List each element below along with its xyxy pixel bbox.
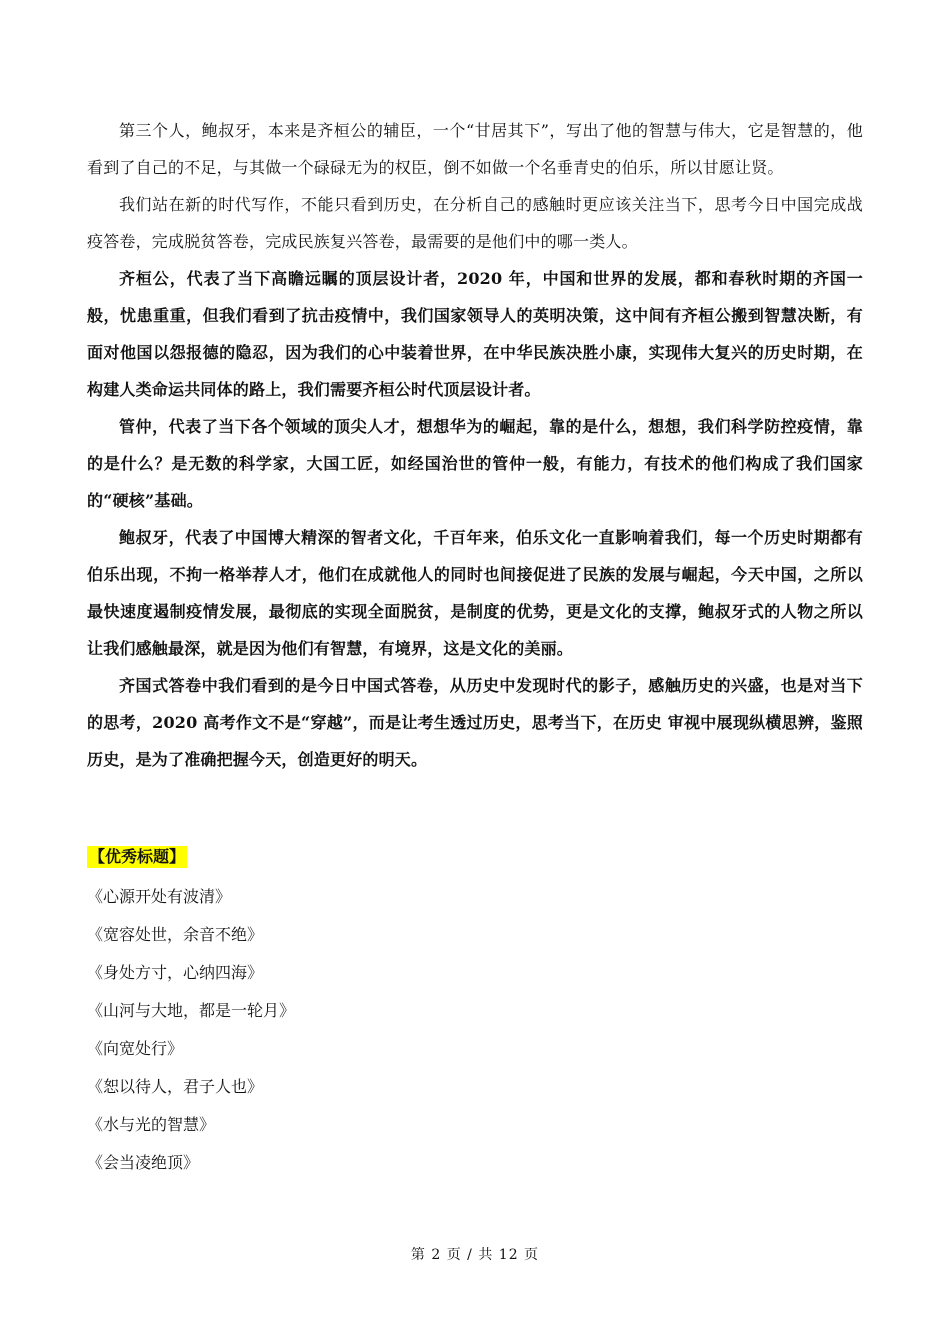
list-item: 《水与光的智慧》 bbox=[87, 1115, 216, 1134]
list-item: 《会当凌绝顶》 bbox=[87, 1153, 200, 1172]
paragraph: 齐国式答卷中我们看到的是今日中国式答卷，从历史中发现时代的影子，感触历史的兴盛，也是对当下的思考，2020 高考作文不是“穿越”，而是让考生透过历史，思考当下，在历史 审视中展现纵横思辨，鉴照历史，是为了准确把握今天，创造更好的明天。 bbox=[87, 676, 863, 769]
page-number-footer: 第 2 页 / 共 12 页 bbox=[410, 1247, 540, 1263]
list-item: 《宽容处世，余音不绝》 bbox=[87, 925, 264, 944]
list-item: 《身处方寸，心纳四海》 bbox=[87, 963, 264, 982]
list-item: 《心源开处有波清》 bbox=[87, 887, 232, 906]
paragraph: 齐桓公，代表了当下高瞻远瞩的顶层设计者，2020 年，中国和世界的发展，都和春秋时期的齐国一般，忧患重重，但我们看到了抗击疫情中，我们国家领导人的英明决策，这中间有齐桓公搬到智慧决断，有面对他国以怨报德的隐忍，因为我们的心中装着世界，在中华民族决胜小康，实现伟大复兴的历史时期，在构建人类命运共同体的路上，我们需要齐桓公时代顶层设计者。 bbox=[87, 269, 863, 399]
list-item: 《山河与大地，都是一轮月》 bbox=[87, 1001, 296, 1020]
paragraph: 我们站在新的时代写作，不能只看到历史，在分析自己的感触时更应该关注当下，思考今日中国完成战疫答卷，完成脱贫答卷，完成民族复兴答卷，最需要的是他们中的哪一类人。 bbox=[87, 195, 863, 251]
paragraph: 第三个人，鲍叔牙，本来是齐桓公的辅臣，一个“甘居其下”，写出了他的智慧与伟大，它是智慧的，他看到了自己的不足，与其做一个碌碌无为的权臣，倒不如做一个名垂青史的伯乐，所以甘愿让贤。 bbox=[87, 121, 863, 177]
section-heading-excellent-titles: 【优秀标题】 bbox=[89, 847, 186, 866]
paragraph: 鲍叔牙，代表了中国博大精深的智者文化，千百年来，伯乐文化一直影响着我们，每一个历史时期都有伯乐出现，不拘一格举荐人才，他们在成就他人的同时也间接促进了民族的发展与崛起，今天中国，之所以最快速度遏制疫情发展，最彻底的实现全面脱贫，是制度的优势，更是文化的支撑，鲍叔牙式的人物之所以让我们感触最深，就是因为他们有智慧，有境界，这是文化的美丽。 bbox=[87, 528, 863, 658]
title-list bbox=[87, 878, 295, 1182]
list-item: 《向宽处行》 bbox=[87, 1039, 184, 1058]
paragraph: 管仲，代表了当下各个领域的顶尖人才，想想华为的崛起，靠的是什么，想想，我们科学防控疫情，靠的是什么？是无数的科学家，大国工匠，如经国治世的管仲一般，有能力，有技术的他们构成了我们国家的“硬核”基础。 bbox=[87, 417, 863, 510]
list-item: 《恕以待人，君子人也》 bbox=[87, 1077, 264, 1096]
article-body bbox=[87, 112, 863, 778]
